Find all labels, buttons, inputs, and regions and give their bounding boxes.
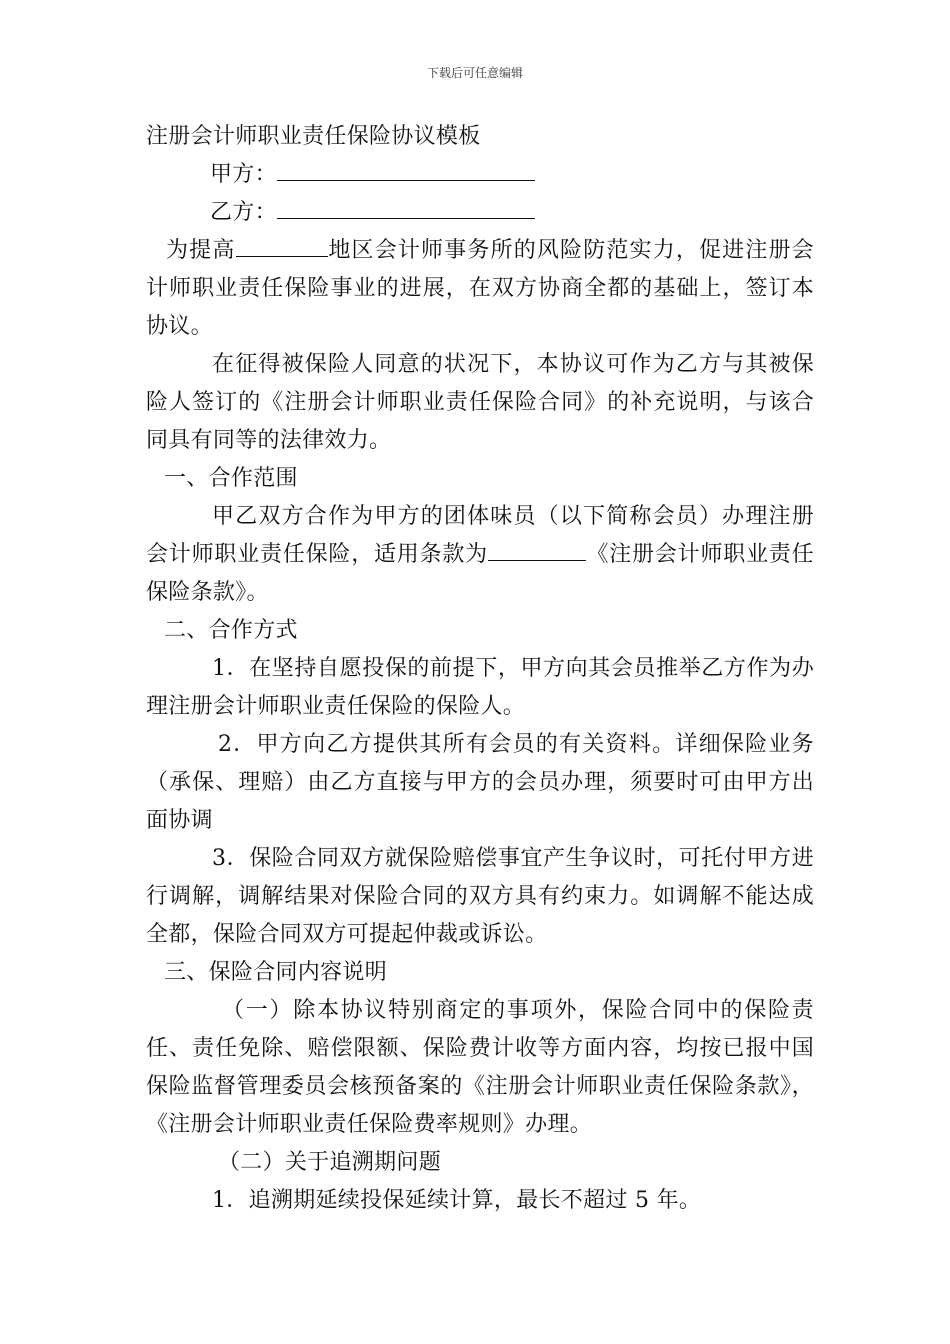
party-a-blank bbox=[277, 158, 535, 181]
party-b-label: 乙方： bbox=[210, 200, 277, 225]
party-b-line bbox=[146, 194, 814, 232]
section-heading-3: 三、保险合同内容说明 bbox=[164, 960, 388, 985]
intro-text-1: 为提高 bbox=[166, 238, 236, 263]
cooperation-item-3: 3．保险合同双方就保险赔偿事宜产生争议时，可托付甲方进行调解，调解结果对保险合同的双方具有约束力。如调解不能达成全都，保险合同双方可提起仲裁或诉讼。 bbox=[146, 846, 814, 947]
party-a-line bbox=[146, 156, 814, 194]
scope-text-2: 《注册会计师职业责任保险条款》。 bbox=[146, 542, 814, 605]
intro-paragraph bbox=[146, 232, 814, 346]
party-b-blank bbox=[277, 196, 535, 219]
section-heading-2: 二、合作方式 bbox=[164, 618, 298, 643]
document-body bbox=[146, 118, 814, 1220]
section-heading-1: 一、合作范围 bbox=[164, 466, 298, 491]
scope-text-1: 甲乙双方合作为甲方的团体味员（以下简称会员）办理注册会计师职业责任保险，适用条款为 bbox=[146, 504, 814, 567]
cooperation-scope-paragraph bbox=[146, 498, 814, 612]
region-blank bbox=[236, 234, 328, 257]
page-header: 下载后可任意编辑 bbox=[426, 66, 523, 80]
contract-sub-2: （二）关于追溯期问题 bbox=[218, 1150, 442, 1175]
cooperation-item-2: 2．甲方向乙方提供其所有会员的有关资料。详细保险业务（承保、理赔）由乙方直接与甲方的会员办理，须要时可由甲方出面协调 bbox=[146, 732, 814, 833]
cooperation-item-1: 1．在坚持自愿投保的前提下，甲方向其会员推举乙方作为办理注册会计师职业责任保险的保险人。 bbox=[146, 656, 814, 719]
supplement-paragraph: 在征得被保险人同意的状况下，本协议可作为乙方与其被保险人签订的《注册会计师职业责任保险合同》的补充说明，与该合同具有同等的法律效力。 bbox=[146, 352, 814, 453]
clause-blank bbox=[488, 538, 586, 561]
party-a-label: 甲方： bbox=[210, 162, 277, 187]
intro-text-2: 地区会计师事务所的风险防范实力，促进注册会计师职业责任保险事业的进展，在双方协商全都的基础上，签订本协议。 bbox=[146, 238, 814, 339]
contract-sub-1: （一）除本协议特别商定的事项外，保险合同中的保险责任、责任免除、赔偿限额、保险费计收等方面内容，均按已报中国保险监督管理委员会核预备案的《注册会计师职业责任保险条款》，《注册会计师职业责任保险费率规则》办理。 bbox=[146, 998, 814, 1137]
document-title: 注册会计师职业责任保险协议模板 bbox=[146, 124, 481, 149]
retroactive-item-1: 1．追溯期延续投保延续计算，最长不超过 5 年。 bbox=[212, 1188, 702, 1213]
